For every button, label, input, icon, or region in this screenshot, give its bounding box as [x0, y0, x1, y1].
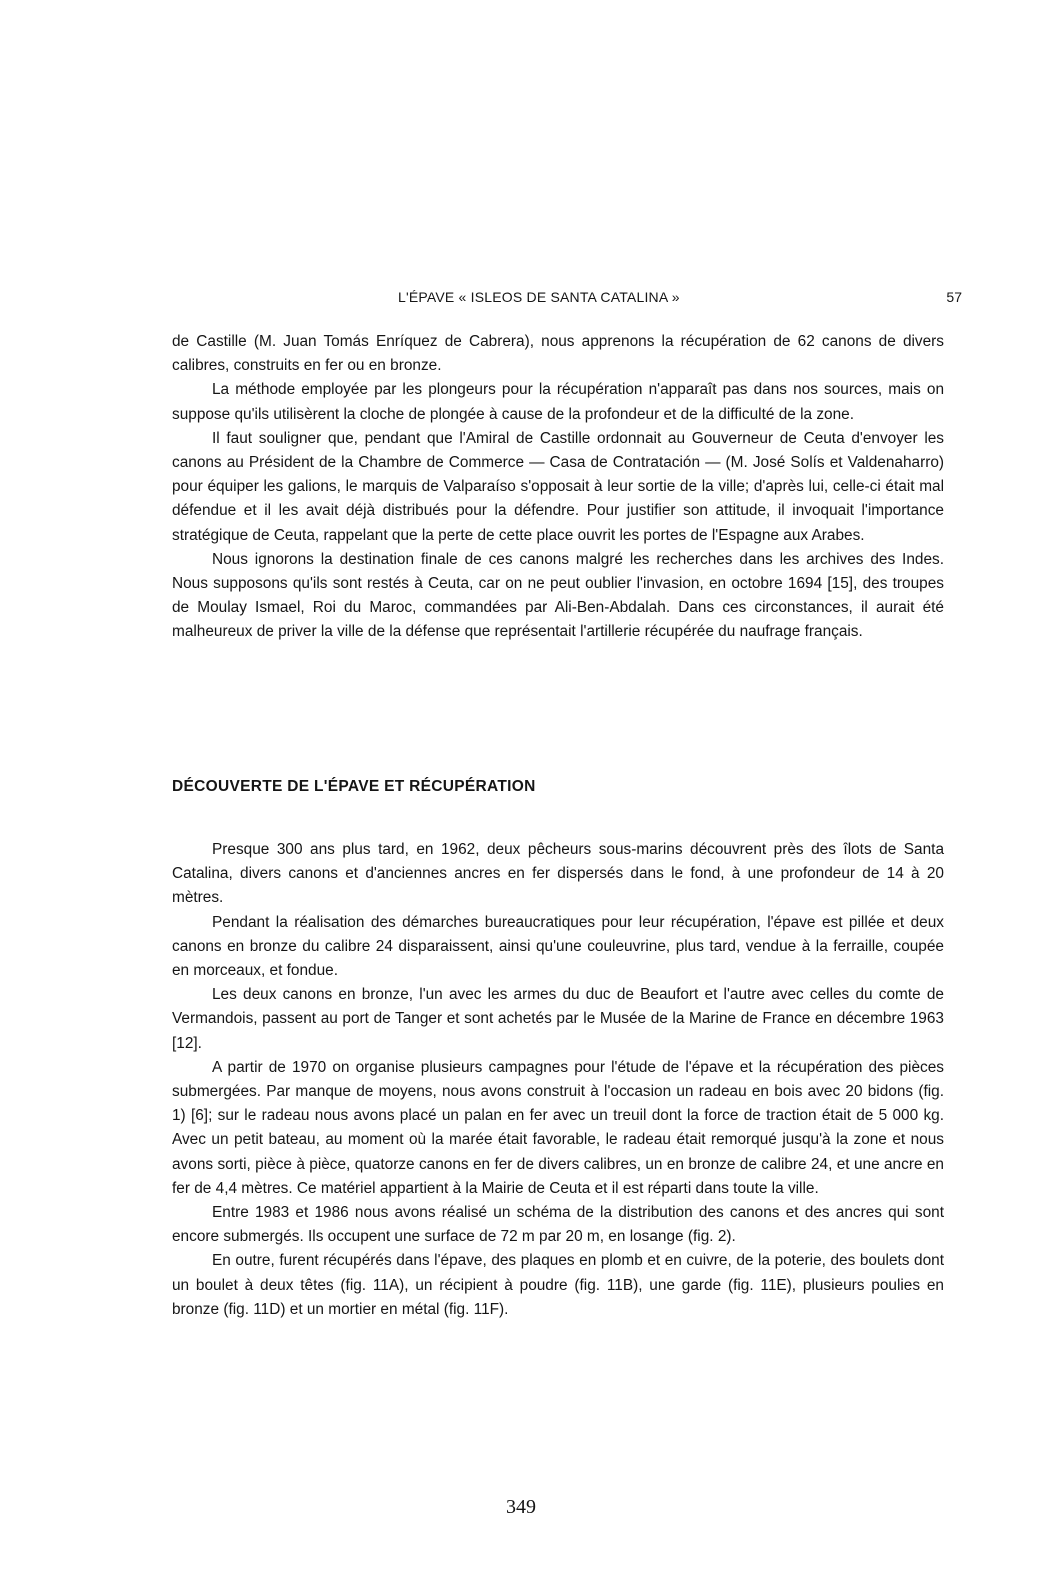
paragraph: Pendant la réalisation des démarches bureaucratiques pour leur récupération, l'épave est pillée et deux canons en bronze du calibre 24 disparaissent, ainsi qu'une couleuvrine, plus tard, vendue à la ferraille, coupée en morceaux, et fondue.: [172, 913, 944, 980]
paragraph: La méthode employée par les plongeurs pour la récupération n'apparaît pas dans nos sources, mais on suppose qu'ils utilisèrent la cloche de plongée à cause de la profondeur et de la difficulté de la zone.: [172, 381, 944, 423]
running-header-title: L'ÉPAVE « ISLEOS DE SANTA CATALINA »: [398, 289, 680, 305]
running-header-page-number: 57: [946, 289, 962, 305]
paragraph: En outre, furent récupérés dans l'épave, des plaques en plomb et en cuivre, de la poterie, des boulets dont un boulet à deux têtes (fig. 11A), un récipient à poudre (fig. 11B), une garde (fig. 11E), plusieurs poulies en bronze (fig. 11D) et un mortier en métal (fig. 11F).: [172, 1252, 944, 1318]
body-text-section-2: [172, 838, 944, 1322]
paragraph: Il faut souligner que, pendant que l'Amiral de Castille ordonnait au Gouverneur de Ceuta d'envoyer les canons au Président de la Chambre de Commerce — Casa de Contratación — (M. José Solís et Valdenaharro) pour équiper les galions, le marquis de Valparaíso s'opposait à leur sortie de la ville; d'après lui, celle-ci était mal défendue et il les avait déjà distribués pour la défendre. Pour justifier son attitude, il invoquait l'importance stratégique de Ceuta, rappelant que la perte de cette place ouvrit les portes de l'Espagne aux Arabes.: [172, 429, 944, 544]
paragraph: de Castille (M. Juan Tomás Enríquez de Cabrera), nous apprenons la récupération de 62 canons de divers calibres, construits en fer ou en bronze.: [172, 333, 944, 375]
paragraph: Les deux canons en bronze, l'un avec les armes du duc de Beaufort et l'autre avec celles du comte de Vermandois, passent au port de Tanger et sont achetés par le Musée de la Marine de France en décembre 1963 [12].: [172, 986, 944, 1052]
paragraph: Presque 300 ans plus tard, en 1962, deux pêcheurs sous-marins découvrent près des îlots de Santa Catalina, divers canons et d'anciennes ancres en fer dispersés dans le fond, à une profondeur de 14 à 20 mètres.: [172, 841, 944, 907]
section-heading: DÉCOUVERTE DE L'ÉPAVE ET RÉCUPÉRATION: [172, 778, 536, 795]
paragraph: A partir de 1970 on organise plusieurs campagnes pour l'étude de l'épave et la récupération des pièces submergées. Par manque de moyens, nous avons construit à l'occasion un radeau en bois avec 20 bidons (fig. 1) [6]; sur le radeau nous avons placé un palan en fer avec un treuil dont la force de traction était de 5 000 kg. Avec un petit bateau, au moment où la marée était favorable, le radeau était remorqué jusqu'à la zone et nous avons sorti, pièce à pièce, quatorze canons en fer de divers calibres, un en bronze de calibre 24, et une ancre en fer de 4,4 mètres. Ce matériel appartient à la Mairie de Ceuta et il est réparti dans toute la ville.: [172, 1058, 944, 1197]
body-text-section-1: [172, 330, 944, 645]
page-folio-number: 349: [506, 1496, 536, 1518]
paragraph: Entre 1983 et 1986 nous avons réalisé un schéma de la distribution des canons et des ancres qui sont encore submergés. Ils occupent une surface de 72 m par 20 m, en losange (fig. 2).: [172, 1204, 944, 1246]
paragraph: Nous ignorons la destination finale de ces canons malgré les recherches dans les archives des Indes. Nous supposons qu'ils sont restés à Ceuta, car on ne peut oublier l'invasion, en octobre 1694 [15], des troupes de Moulay Ismael, Roi du Maroc, commandées par Ali-Ben-Abdalah. Dans ces circonstances, il aurait été malheureux de priver la ville de la défense que représentait l'artillerie récupérée du naufrage français.: [172, 550, 944, 641]
